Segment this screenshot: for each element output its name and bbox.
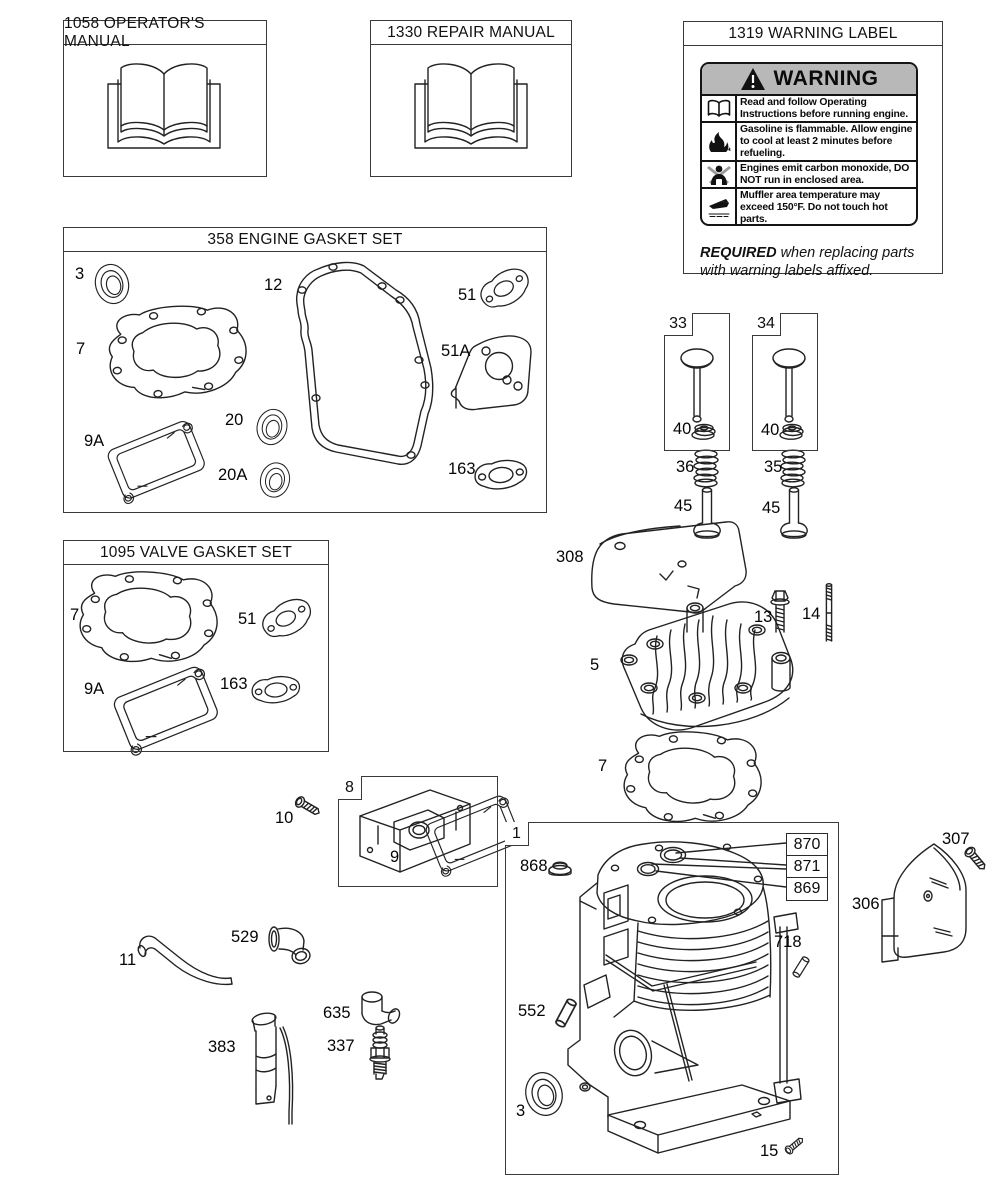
label-35: 35 — [764, 458, 783, 476]
repair-manual-box — [370, 20, 572, 177]
part-35-valve-spring — [781, 450, 805, 487]
part-383-oil-fill-tube — [251, 1011, 292, 1124]
part-337-spark-plug — [370, 1026, 390, 1079]
label-635: 635 — [323, 1004, 351, 1022]
label-vgs-9a: 9A — [84, 680, 105, 698]
label-529: 529 — [231, 928, 259, 946]
warning-triangle-icon — [740, 67, 766, 91]
part-306-cylinder-shield — [882, 844, 966, 962]
warning-row-instructions — [702, 96, 916, 123]
label-vgs-51: 51 — [238, 610, 257, 628]
label-vgs-7: 7 — [70, 606, 80, 624]
label-egs-3: 3 — [75, 265, 85, 283]
label-11: 11 — [119, 951, 137, 969]
label-13: 13 — [754, 608, 773, 626]
warning-header-text: WARNING — [773, 67, 879, 90]
part-13-head-bolt — [771, 591, 789, 632]
label-egs-9a: 9A — [84, 432, 105, 450]
flame-icon — [702, 123, 737, 160]
label-337: 337 — [327, 1037, 355, 1055]
part-308-cylinder-shield — [592, 522, 746, 613]
intake-valve-box-number: 33 — [664, 313, 693, 336]
label-3-cylinder: 3 — [516, 1102, 526, 1120]
required-note-rest: when replacing parts with warning labels affixed. — [700, 244, 915, 280]
label-33-40: 40 — [673, 420, 692, 438]
label-vgs-163: 163 — [220, 675, 248, 693]
part-14-stud — [826, 584, 831, 641]
warning-row-muffler — [702, 189, 916, 226]
label-308: 308 — [556, 548, 584, 566]
label-egs-51: 51 — [458, 286, 477, 304]
label-egs-7: 7 — [76, 340, 86, 358]
label-egs-12: 12 — [264, 276, 283, 294]
required-note — [700, 244, 940, 282]
label-egs-20: 20 — [225, 411, 244, 429]
label-306: 306 — [852, 895, 880, 913]
label-307: 307 — [942, 830, 970, 848]
part-10-screw — [294, 795, 322, 818]
warning-row-carbon-monoxide-text: Engines emit carbon monoxide, DO NOT run in enclosed area. — [740, 163, 910, 186]
cylinder-box-number: 1 — [505, 822, 529, 846]
part-36-valve-spring — [694, 450, 718, 487]
warning-label-title: 1319 WARNING LABEL — [684, 22, 942, 46]
breather-box-number: 8 — [338, 776, 362, 800]
label-egs-163: 163 — [448, 460, 476, 478]
label-5: 5 — [590, 656, 600, 674]
callout-870-text: 870 — [793, 836, 821, 853]
label-34-40: 40 — [761, 421, 780, 439]
valve-gasket-set-box — [63, 540, 329, 752]
repair-manual-title: 1330 REPAIR MANUAL — [371, 21, 571, 45]
part-307-screw — [963, 845, 988, 872]
label-383: 383 — [208, 1038, 236, 1056]
part-45-tappet-right — [781, 488, 807, 538]
callout-871-text: 871 — [793, 858, 821, 875]
callout-869 — [786, 877, 828, 901]
label-552: 552 — [518, 1002, 546, 1020]
carbon-monoxide-icon — [702, 162, 737, 187]
book-icon — [702, 96, 737, 121]
exhaust-valve-box-number: 34 — [752, 313, 781, 336]
warning-row-gasoline — [702, 123, 916, 162]
callout-870 — [786, 833, 828, 857]
breather-box — [338, 776, 498, 887]
label-45-right: 45 — [762, 499, 781, 517]
label-14: 14 — [802, 605, 821, 623]
warning-row-muffler-text: Muffler area temperature may exceed 150°F. Do not touch hot parts. — [740, 190, 888, 225]
label-10: 10 — [275, 809, 294, 827]
label-45-left: 45 — [674, 497, 693, 515]
label-9: 9 — [390, 848, 400, 866]
warning-row-gasoline-text: Gasoline is flammable. Allow engine to cool at least 2 minutes before refueling. — [740, 124, 913, 159]
label-7-head: 7 — [598, 757, 608, 775]
valve-gasket-set-title: 1095 VALVE GASKET SET — [64, 541, 328, 565]
warning-row-instructions-text: Read and follow Operating Instructions before running engine. — [740, 97, 908, 120]
hot-surface-icon — [702, 189, 737, 226]
warning-row-carbon-monoxide — [702, 162, 916, 189]
label-36: 36 — [676, 458, 695, 476]
part-529-elbow-fitting — [269, 927, 312, 965]
part-7-head-gasket-under-head — [622, 729, 763, 826]
callout-871 — [786, 855, 828, 879]
label-egs-20a: 20A — [218, 466, 248, 484]
operators-manual-box — [63, 14, 267, 177]
part-45-tappet-left — [694, 488, 720, 538]
label-718: 718 — [774, 933, 802, 951]
operators-manual-title: 1058 OPERATOR'S MANUAL — [64, 21, 266, 45]
label-868: 868 — [520, 857, 548, 875]
label-15: 15 — [760, 1142, 779, 1160]
engine-gasket-set-title: 358 ENGINE GASKET SET — [64, 228, 546, 252]
warning-header — [702, 64, 916, 96]
part-11-breather-tube — [137, 936, 232, 984]
warning-label-graphic — [700, 62, 918, 226]
label-egs-51a: 51A — [441, 342, 471, 360]
required-note-lead: REQUIRED — [700, 244, 777, 261]
callout-869-text: 869 — [793, 880, 821, 897]
part-635-spark-plug-boot — [362, 992, 402, 1025]
